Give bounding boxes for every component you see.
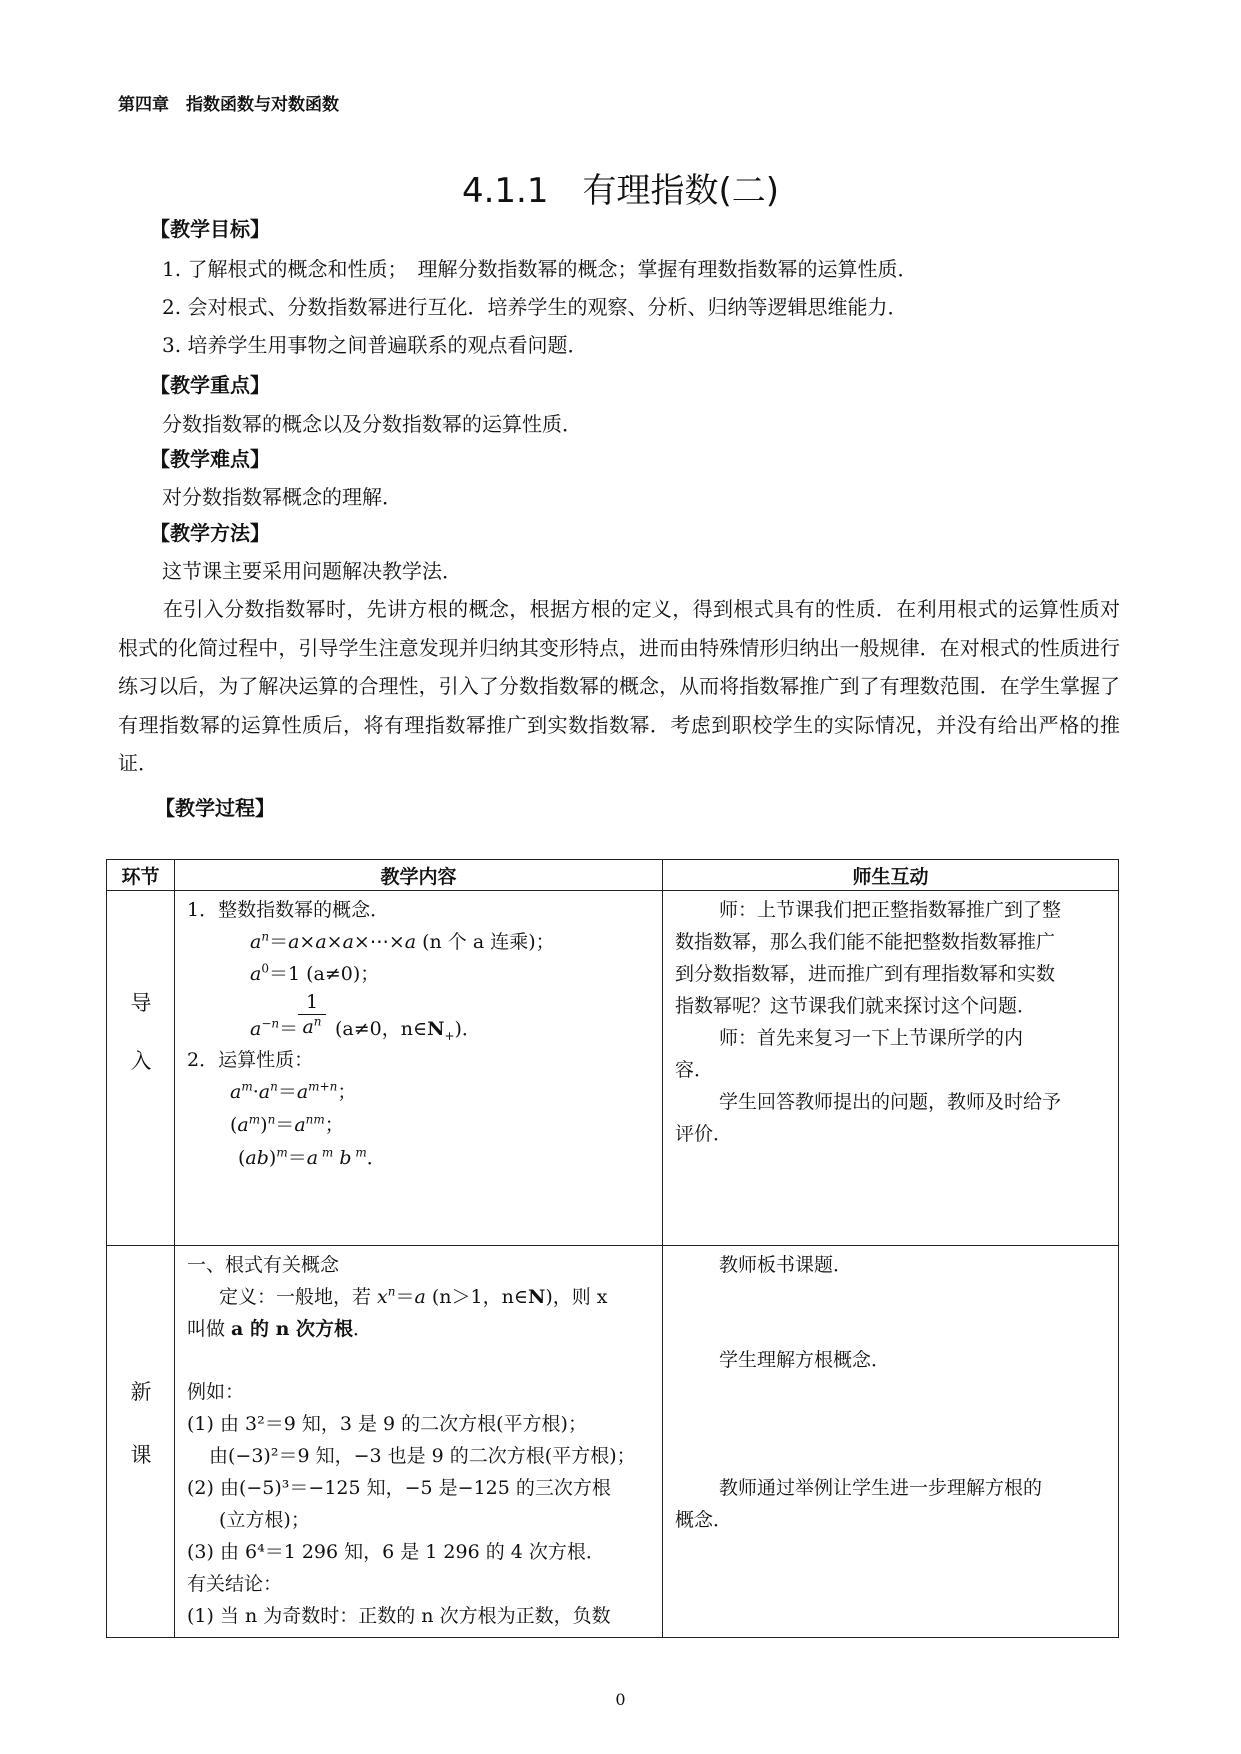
- content-line: (1) 由 3²＝9 知，3 是 9 的二次方根(平方根)；: [187, 1413, 587, 1435]
- interaction-line: 概念．: [675, 1509, 733, 1531]
- definition-mid: (n＞1，n∈: [425, 1286, 528, 1308]
- stage-label: 课: [130, 1443, 152, 1467]
- teaching-process-table: [106, 859, 1119, 1638]
- formula-negative-power-tail: (a≠0，$n\in N_+$)．: [335, 1018, 481, 1043]
- page-number: 0: [615, 1690, 626, 1709]
- goal-item: 3. 培养学生用事物之间普遍联系的观点看问题．: [162, 333, 588, 357]
- content-line: (1) 当 n 为奇数时：正数的 n 次方根为正数，负数: [187, 1605, 611, 1627]
- formula-zero-tail: (a≠0)；: [300, 963, 380, 985]
- table-header-row: [107, 860, 1119, 891]
- interaction-cell-new-lesson: [663, 1246, 1119, 1638]
- method-heading: 【教学方法】: [150, 521, 270, 545]
- difficulty-text: 对分数指数幂概念的理解．: [162, 485, 402, 509]
- difficulty-heading: 【教学难点】: [150, 447, 270, 471]
- interaction-line: 指数幂呢？这节课我们就来探讨这个问题．: [675, 995, 1037, 1017]
- stage-cell-new-lesson: [107, 1246, 175, 1638]
- definition-line-2: [187, 1314, 372, 1341]
- interaction-line: 评价．: [675, 1123, 733, 1145]
- content-cell-intro: [175, 891, 663, 1246]
- header-stage: 环节: [107, 860, 175, 891]
- interaction-line: 师：首先来复习一下上节课所学的内: [719, 1027, 1024, 1049]
- method-line: 这节课主要采用问题解决教学法．: [162, 559, 462, 583]
- content-line: 由(−3)²＝9 知，−3 也是 9 的二次方根(平方根)；: [209, 1445, 636, 1467]
- content-line: 2．运算性质：: [187, 1049, 314, 1071]
- formula-product-rule: $a^m\cdot a^n=a^{m+n}$；: [230, 1079, 357, 1103]
- goal-item: 1. 了解根式的概念和性质； 理解分数指数幂的概念；掌握有理数指数幂的运算性质．: [162, 257, 918, 281]
- interaction-line: 教师通过举例让学生进一步理解方根的: [719, 1477, 1043, 1499]
- formula-zero-power: $a^0=1$ (a≠0)；: [250, 961, 380, 985]
- formula-definition-tail: (n 个 a 连乘)；: [416, 931, 555, 953]
- header-content: 教学内容: [175, 860, 663, 891]
- content-line: 有关结论：: [187, 1573, 283, 1595]
- definition-tail: )，则 x: [545, 1286, 608, 1308]
- content-line: 1．整数指数幂的概念．: [187, 899, 390, 921]
- goals-heading: 【教学目标】: [150, 217, 270, 241]
- formula-definition: $a^n=a\times a\times a\times\cdots\times a$ (n 个 a 连乘)；: [250, 929, 555, 953]
- page-title: 4.1.1 有理指数(二): [461, 171, 780, 211]
- key-heading: 【教学重点】: [150, 373, 270, 397]
- stage-label: 入: [130, 1049, 152, 1073]
- stage-label: 新: [130, 1380, 152, 1404]
- chapter-header: 第四章 指数函数与对数函数: [118, 95, 339, 115]
- definition-line: 定义：一般地，若 $x^n=a$ (n＞1，n∈N)，则 x: [219, 1284, 608, 1308]
- interaction-line: 学生回答教师提出的问题，教师及时给予: [719, 1091, 1062, 1113]
- formula-product-power-rule: (ab)$^m$＝a $^m$ b $^m$．: [238, 1145, 386, 1169]
- formula-power-rule: $(a^m)^n=a^{nm}$；: [230, 1112, 344, 1136]
- content-line: 例如：: [187, 1381, 245, 1403]
- formula-negative-tail-text: (a≠0，n∈: [335, 1018, 428, 1040]
- definition-prefix: 定义：一般地，若: [219, 1286, 378, 1308]
- process-heading: 【教学过程】: [155, 796, 275, 820]
- goal-item: 2. 会对根式、分数指数幂进行互化．培养学生的观察、分析、归纳等逻辑思维能力．: [162, 295, 908, 319]
- formula-negative-power-left: $a^{-n}=$: [250, 1016, 299, 1040]
- content-line: (3) 由 6⁴＝1 296 知，6 是 1 296 的 4 次方根．: [187, 1541, 605, 1563]
- table-row: [107, 891, 1119, 1246]
- interaction-line: 到分数指数幂，进而推广到有理指数幂和实数: [675, 963, 1056, 985]
- interaction-line: 数指数幂，那么我们能不能把整数指数幂推广: [675, 931, 1056, 953]
- content-line: (2) 由(−5)³＝−125 知，−5 是−125 的三次方根: [187, 1477, 611, 1499]
- definition-term: a 的 n 次方根: [231, 1318, 354, 1340]
- content-line: 一、根式有关概念: [187, 1254, 340, 1276]
- interaction-cell-intro: [663, 891, 1119, 1246]
- fraction-one-over-a-n: 1 $a^n$: [292, 991, 332, 1038]
- stage-cell-intro: [107, 891, 175, 1246]
- interaction-line: 师：上节课我们把正整指数幂推广到了整: [719, 899, 1062, 921]
- method-paragraph: 在引入分数指数幂时，先讲方根的概念，根据方根的定义，得到根式具有的性质．在利用根式的运算性质对根式的化简过程中，引导学生注意发现并归纳其变形特点，进而由特殊情形归纳出一般规律．在对根式的性质进行练习以后，为了解决运算的合理性，引入了分数指数幂的概念，从而将指数幂推广到了有理数范围．在学生掌握了有理指数幂的运算性质后，将有理指数幂推广到实数指数幂．考虑到职校学生的实际情况，并没有给出严格的推证．: [118, 597, 1120, 775]
- content-cell-new-lesson: [175, 1246, 663, 1638]
- table-row: [107, 1246, 1119, 1638]
- definition-line2-prefix: 叫做: [187, 1318, 232, 1340]
- stage-label: 导: [130, 991, 152, 1015]
- interaction-line: 容．: [675, 1059, 714, 1081]
- interaction-line: 学生理解方根概念．: [719, 1349, 891, 1371]
- interaction-line: 教师板书课题．: [719, 1254, 853, 1276]
- definition-line2-tail: ．: [353, 1318, 373, 1340]
- header-interaction: 师生互动: [663, 860, 1119, 891]
- content-line: (立方根)；: [219, 1509, 310, 1531]
- key-text: 分数指数幂的概念以及分数指数幂的运算性质．: [162, 412, 582, 436]
